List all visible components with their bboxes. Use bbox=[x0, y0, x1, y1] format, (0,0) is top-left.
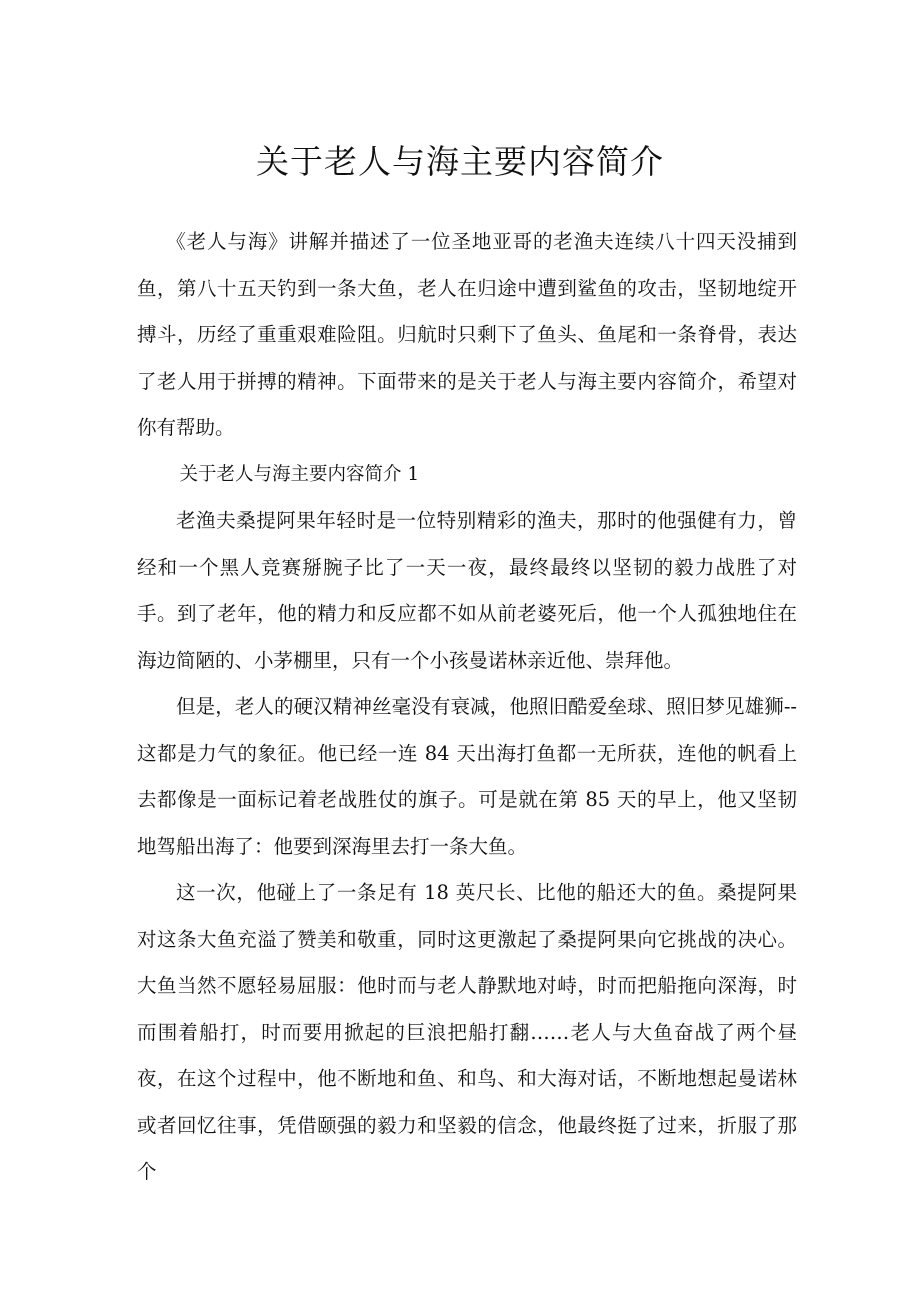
document-body bbox=[137, 219, 797, 1196]
body-paragraph-1: 老渔夫桑提阿果年轻时是一位特别精彩的渔夫，那时的他强健有力，曾经和一个黑人竞赛掰腕子比了一天一夜，最终最终以坚韧的毅力战胜了对手。到了老年，他的精力和反应都不如从前老婆死后，他一个人孤独地住在海边简陋的、小茅棚里，只有一个小孩曼诺林亲近他、崇拜他。 bbox=[137, 509, 797, 672]
intro-paragraph: 《老人与海》讲解并描述了一位圣地亚哥的老渔夫连续八十四天没捕到鱼，第八十五天钓到一条大鱼，老人在归途中遭到鲨鱼的攻击，坚韧地绽开搏斗，历经了重重艰难险阻。归航时只剩下了鱼头、鱼尾和一条脊骨，表达了老人用于拼搏的精神。下面带来的是关于老人与海主要内容简介，希望对你有帮助。 bbox=[137, 230, 797, 439]
section-heading: 关于老人与海主要内容简介 1 bbox=[179, 463, 420, 485]
body-paragraph-3: 这一次，他碰上了一条足有 18 英尺长、比他的船还大的鱼。桑提阿果对这条大鱼充溢了赞美和敬重，同时这更激起了桑提阿果向它挑战的决心。大鱼当然不愿轻易屈服：他时而与老人静默地对峙，时而把船拖向深海，时而围着船打，时而要用掀起的巨浪把船打翻……老人与大鱼奋战了两个昼夜，在这个过程中，他不断地和鱼、和鸟、和大海对话，不断地想起曼诺林或者回忆往事，凭借颐强的毅力和坚毅的信念，他最终挺了过来，折服了那个 bbox=[137, 881, 797, 1183]
document-title: 关于老人与海主要内容简介 bbox=[256, 142, 664, 181]
body-paragraph-2: 但是，老人的硬汉精神丝毫没有衰减，他照旧酷爱垒球、照旧梦见雄狮--这都是力气的象征。他已经一连 84 天出海打鱼都一无所获，连他的帆看上去都像是一面标记着老战胜仗的旗子。可是就在第 85 天的早上，他又坚韧地驾船出海了：他要到深海里去打一条大鱼。 bbox=[137, 695, 797, 858]
